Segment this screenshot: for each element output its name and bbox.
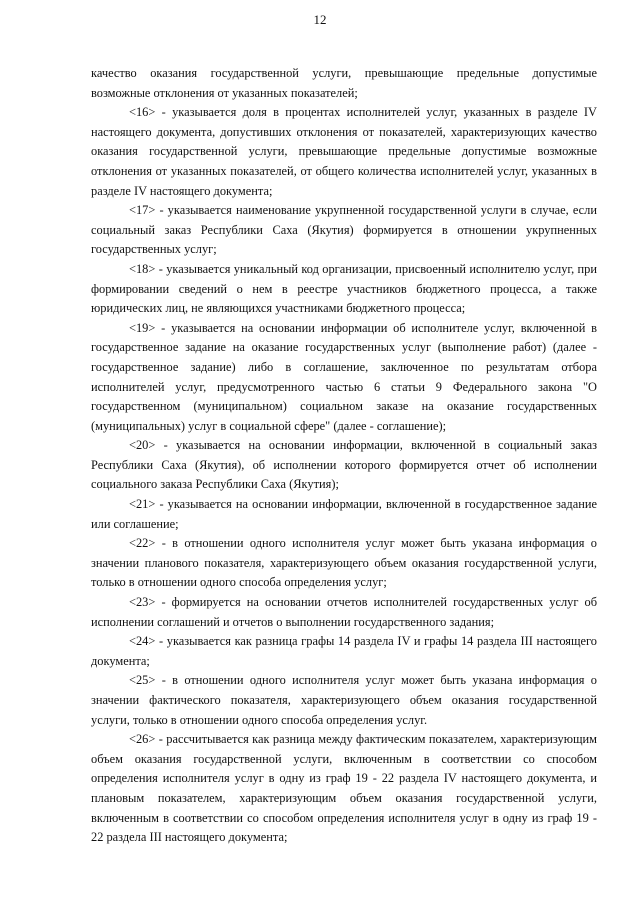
- footnote-17: <17> - указывается наименование укрупненной государственной услуги в случае, если социальный заказ Республики Саха (Якутия) формируется в отношении укрупненных государственных услуг;: [91, 203, 597, 257]
- footnote-25: <25> - в отношении одного исполнителя услуг может быть указана информация о значении фактического показателя, характеризующего объем оказания государственной услуги, только в отношении одного способа определения услуг.: [91, 673, 597, 727]
- page-number: 12: [313, 12, 327, 27]
- footnote-16: <16> - указывается доля в процентах исполнителей услуг, указанных в разделе IV настоящего документа, допустивших отклонения от показателей, характеризующих качество оказания государственной услуги, превышающие предельные допустимые возможные отклонения от указанных показателей, от общего количества исполнителей услуг, указанных в разделе IV настоящего документа;: [91, 105, 597, 198]
- footnote-26: <26> - рассчитывается как разница между фактическим показателем, характеризующим объем оказания государственной услуги, включенным в соответствии со способом определения исполнителя услуг в одну из граф 19 - 22 раздела IV настоящего документа, и плановым показателем, характеризующим объем оказания государственной услуги, включенным в соответствии со способом определения исполнителя услуг в одну из граф 19 - 22 раздела III настоящего документа;: [91, 732, 597, 845]
- footnote-22: <22> - в отношении одного исполнителя услуг может быть указана информация о значении планового показателя, характеризующего объем оказания государственной услуги, только в отношении одного способа определения услуг;: [91, 536, 597, 590]
- footnote-24: <24> - указывается как разница графы 14 раздела IV и графы 14 раздела III настоящего документа;: [91, 634, 597, 668]
- footnote-18: <18> - указывается уникальный код организации, присвоенный исполнителю услуг, при формировании сведений о нем в реестре участников бюджетного процесса, а также юридических лиц, не являющихся участниками бюджетного процесса;: [91, 261, 597, 316]
- footnote-21: <21> - указывается на основании информации, включенной в государственное задание или соглашение;: [91, 497, 597, 531]
- footnote-23: <23> - формируется на основании отчетов исполнителей государственных услуг об исполнении соглашений и отчетов о выполнении государственного задания;: [91, 595, 597, 629]
- footnote-19: <19> - указывается на основании информации об исполнителе услуг, включенной в государственное задание на оказание государственных услуг (выполнение работ) (далее - государственное задание) либо в соглашение, заключенное по результатам отбора исполнителей услуг, предусмотренного частью 6 статьи 9 Федерального закона "О государственном (муниципальном) социальном заказе на оказание государственных (муниципальных) услуг в социальной сфере" (далее - соглашение);: [91, 320, 597, 433]
- footnote-20: <20> - указывается на основании информации, включенной в социальный заказ Республики Саха (Якутия), об исполнении которого формируется отчет об исполнении социального заказа Республики Саха (Якутия);: [91, 438, 597, 492]
- paragraph-continuation: качество оказания государственной услуги, превышающие предельные допустимые возможные отклонения от указанных показателей;: [91, 66, 597, 100]
- document-body: [91, 64, 597, 848]
